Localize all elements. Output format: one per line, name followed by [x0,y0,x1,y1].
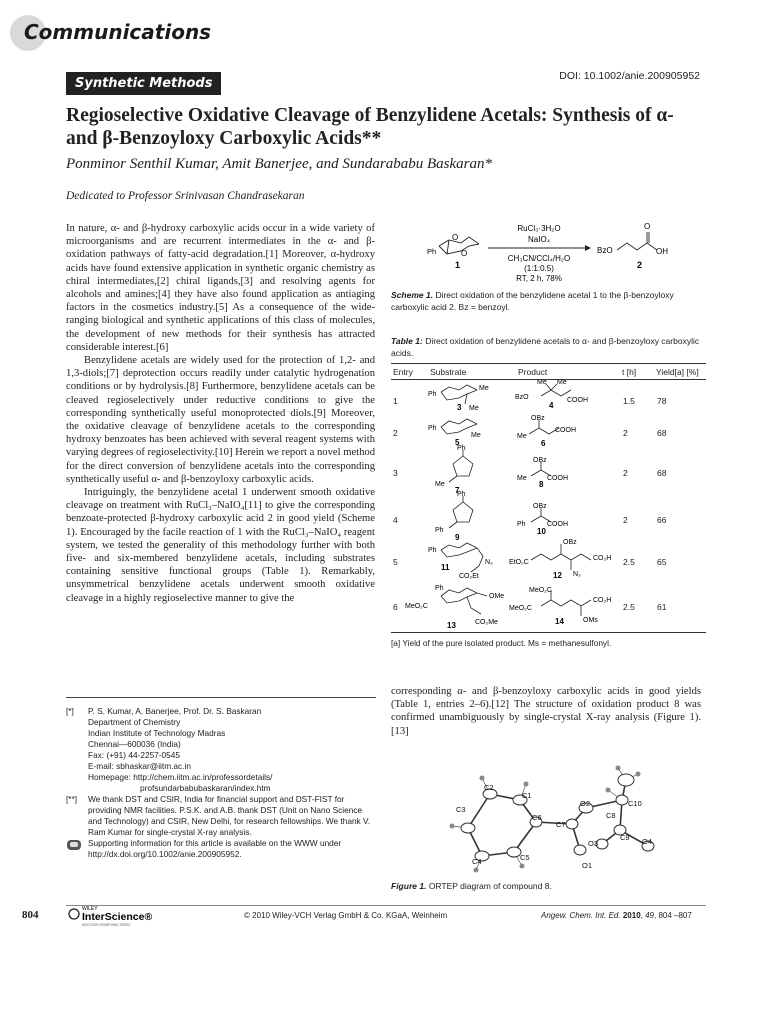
compound-label: 2 [637,260,643,270]
logo-tagline: DISCOVER SOMETHING GREAT [82,923,131,927]
table-header-product: Product [518,367,548,377]
ph-label: Ph [457,445,466,452]
atom-label: C8 [606,811,616,820]
copyright: © 2010 Wiley-VCH Verlag GmbH & Co. KGaA, Weinheim [244,911,448,920]
footnote-text: We thank DST and CSIR, India for financial support and DST-FIST for providing NMR facilities. P.S.K. and A.B. thank DST (Unit on Nano Science and Technology) and CSIR, New Delhi, for research fellowships. We thank V. Ram Kumar for single-crystal X-ray analysis. [88,794,371,837]
footnote-line: Department of Chemistry [88,717,181,727]
cooh-label: COOH [555,427,576,434]
compound-label: 3 [457,403,462,412]
footnote-rule [66,697,376,698]
compound-label: 13 [447,621,456,630]
body-paragraph: Benzylidene acetals are widely used for the protection of 1,2- and 1,3-diols;[7] deprotection occurs readily under catalytic hydrogenation conditions or by hydrolysis.[8] Furthermore, benzylidene acetals can be cleaved regioselectively under reductive conditions to give the corresponding synthetically useful monoprotected diols.[9] Moreover, the oxidative cleavage of benzylidene acetals to the corresponding hydroxy benzoates has been achieved with several reagent systems with varying degrees of regioselectivity.[10] Herein we report a novel method for the direct conversion of benzylidene acetals into the corresponding synthetically useful α- and β-benzoyloxy carboxylic acids. [66,355,375,485]
cell-time: 2 [623,428,628,438]
me-label: Me [557,380,567,386]
journal-pages: , 804 –807 [654,911,692,920]
journal-name: Angew. Chem. Int. Ed. [541,911,621,920]
n3-label: N₃ [573,571,581,578]
obz-label: OBz [533,457,547,464]
body-paragraph: Intriguingly, the benzylidene acetal 1 underwent smooth oxidative cleavage on treatment with RuCl₃–NaIO₄[11] to give the corresponding benzoate-protected β-hydroxy carboxylic acid 2 in good yield (Scheme 1). Encouraged by the facile reaction of 1 with the RuCl₃–NaIO₄ reagent system, we tested the generality of this methodology further with both five- and six-membered benzylidene acetals, including substrates containing sensitive functional groups (Table 1). Remarkably, unsymmetrical benzylidene acetals underwent smooth oxidative cleavage in a highly regioselective manner to give the [66,487,375,604]
compound-label: 9 [455,533,460,542]
atom-label: C7 [556,820,566,829]
atom-label: C6 [532,813,542,822]
eto2c-label: EtO₂C [509,559,529,566]
meo2c-label: MeO₂C [529,587,552,594]
table-header-time: t [h] [622,367,637,377]
page-number: 804 [22,909,39,921]
compound-label: 8 [539,480,544,489]
ortep-figure [430,760,670,878]
reagent-line: NaIO₄ [528,235,550,244]
meo2c-label: MeO₂C [509,605,532,612]
ph-label: Ph [435,585,444,592]
table-footnote: [a] Yield of the pure isolated product. Ms = methanesulfonyl. [391,638,612,648]
table-top-rule [391,363,706,364]
caption-label: Scheme 1. [391,290,434,300]
atom-label: C4 [472,857,482,866]
cell-time: 2 [623,515,628,525]
cooh-label: COOH [567,397,588,404]
atom-label: C5 [520,853,530,862]
cell-entry: 6 [393,602,398,612]
footnote-homepage[interactable]: Homepage: http://chem.iitm.ac.in/professordetails/ [88,772,273,782]
cell-entry: 5 [393,557,398,567]
footnote-acknowledgement [66,794,376,838]
footnote-mark: [**] [66,794,78,804]
journal-year: 2010 [622,911,641,920]
atom-label: O2 [580,799,591,808]
section-label: Communications [24,20,212,44]
figure-caption [391,881,552,891]
cell-entry: 2 [393,428,398,438]
footnote-line: P. S. Kumar, A. Banerjee, Prof. Dr. S. Baskaran [88,706,262,716]
meo2c-label: MeO₂C [405,603,428,610]
me-label: Me [471,432,481,439]
cell-time: 2.5 [623,602,635,612]
cell-time: 2.5 [623,557,635,567]
me-label: Me [517,475,527,482]
supporting-info-icon [66,838,82,855]
atom-label: O3 [588,839,599,848]
footnote-homepage-cont[interactable]: profsundarbabubaskaran/index.htm [140,783,271,793]
body-paragraph: In nature, α- and β-hydroxy carboxylic acids occur in a wide variety of microorganisms and are recurrent intermediates in the α- and β-oxidation pathways of fatty-acid degradation.[1] Moreover, α-hydroxy acids have found extensive application in synthetic organic chemistry as chiral intermediates,[2] chiral ligands,[3] and resolving agents for alcohols and amines;[4] they have also found application as antiaging factors in the cosmetics industry.[5] As a consequence of the wide-ranging biological and synthetic applications of this class of molecules, the development of new methods for their synthesis has attracted considerable interest.[6] [66,223,375,353]
atom-label: C2 [484,783,494,792]
ph-label: Ph [435,527,444,534]
caption-text: ORTEP diagram of compound 8. [428,881,552,891]
footnote-email[interactable]: E-mail: sbhaskar@iitm.ac.in [88,761,191,771]
compound-label: 4 [549,401,554,410]
me-label: Me [469,405,479,412]
cell-yield: 66 [657,515,667,525]
footnote-line: Chennai—600036 (India) [88,739,181,749]
footnote-text: Supporting information for this article is available on the WWW under http://dx.doi.org/10.1002/anie.200905952. [88,838,342,859]
cell-entry: 1 [393,396,398,406]
table-header-yield: Yield[a] [%] [656,367,699,377]
cell-entry: 4 [393,515,398,525]
journal-citation: Angew. Chem. Int. Ed. 2010, 49, 804 –807 [541,911,692,920]
caption-label: Figure 1. [391,881,427,891]
atom-label: C9 [620,833,630,842]
n3-label: N₃ [485,559,493,566]
cell-yield: 65 [657,557,667,567]
me-label: Me [537,380,547,386]
footnotes [66,706,376,860]
ratio-line: (1:1:0.5) [524,264,554,273]
footnote-affiliation [66,706,376,794]
table-caption [391,336,706,359]
o-label: O [452,233,459,242]
logo-text: InterScience® [82,911,153,923]
obz-label: OBz [563,539,577,546]
atom-label: C10 [628,799,642,808]
acetal-1-structure [439,237,479,254]
oms-label: OMs [583,617,598,624]
ph-label: Ph [428,425,437,432]
journal-volume: 49 [645,911,654,920]
compound-label: 5 [455,438,460,447]
ome-label: OMe [489,593,505,600]
ph-label: Ph [457,491,466,498]
conditions-line: RT, 2 h, 78% [516,274,562,283]
body-paragraph: corresponding α- and β-benzoyloxy carboxylic acids in good yields (Table 1, entries 2–6).[12] The structure of oxidation product 8 was confirmed unambiguously by single-crystal X-ray analysis (Figure 1).[13] [391,686,701,737]
product-2-chain [617,243,647,250]
cell-entry: 3 [393,468,398,478]
article-title: Regioselective Oxidative Cleavage of Benzylidene Acetals: Synthesis of α- and β-Benzoyloxy Carboxylic Acids** [66,105,674,149]
footnote-line: Fax: (+91) 44-2257-0545 [88,750,181,760]
cell-time: 1.5 [623,396,635,406]
caption-label: Table 1: [391,336,423,346]
me-label: Me [435,481,445,488]
atom-label: C3 [456,805,466,814]
body-left-column [66,222,375,605]
me-label: Me [479,385,489,392]
cooh-label: COOH [547,521,568,528]
ph-label: Ph [428,547,437,554]
bzo-label: BzO [515,394,529,401]
table-structures [391,380,621,632]
cell-yield: 78 [657,396,667,406]
o-label: O [644,222,651,231]
footnote-line: Indian Institute of Technology Madras [88,728,226,738]
compound-label: 14 [555,617,564,626]
authors: Ponminor Senthil Kumar, Amit Banerjee, and Sundarababu Baskaran* [66,156,492,172]
cell-yield: 68 [657,428,667,438]
logo-wiley-text: WILEY [82,906,98,912]
footnote-supporting-info [66,838,376,860]
doi[interactable]: DOI: 10.1002/anie.200905952 [559,70,700,82]
footnote-mark: [*] [66,706,74,716]
section-header [0,14,212,52]
o-label: O [461,249,468,258]
atom-label: O1 [582,861,593,870]
reagent-line: RuCl₃·3H₂O [517,224,561,233]
me-label: Me [517,433,527,440]
compound-label: 12 [553,571,562,580]
cell-yield: 61 [657,602,667,612]
caption-text: Direct oxidation of benzylidene acetals to α- and β-benzoyloxy carboxylic acids. [391,336,700,358]
cell-time: 2 [623,468,628,478]
co2et-label: CO₂Et [459,573,479,580]
obz-label: OBz [531,415,545,422]
obz-label: OBz [533,503,547,510]
cooh-label: COOH [547,475,568,482]
table-header-entry: Entry [393,367,413,377]
bzo-label: BzO [597,246,613,255]
category-badge: Synthetic Methods [66,72,221,95]
co2h-label: CO₂H [593,555,612,562]
atom-label: C1 [522,791,532,800]
dedication: Dedicated to Professor Srinivasan Chandrasekaran [66,190,305,202]
co2me-label: CO₂Me [475,619,498,626]
oh-label: OH [656,247,668,256]
compound-label: 1 [455,260,461,270]
interscience-logo [66,904,186,928]
reaction-arrowhead [585,245,591,251]
ph-label: Ph [517,521,526,528]
compound-label: 7 [455,486,460,495]
compound-label: 6 [541,439,546,448]
ph-label: Ph [427,247,437,256]
compound-label: 11 [441,563,450,572]
cell-yield: 68 [657,468,667,478]
scheme-1-diagram [391,218,706,286]
caption-text: Direct oxidation of the benzylidene acetal 1 to the β-benzoyloxy carboxylic acid 2. Bz = benzoyl. [391,290,674,312]
table-bottom-rule [391,632,706,633]
solvent-line: CH₃CN/CCl₄/H₂O [507,254,571,263]
ph-label: Ph [428,391,437,398]
table-header-substrate: Substrate [430,367,467,377]
compound-label: 10 [537,527,546,536]
scheme-caption [391,290,706,313]
body-right-column [391,685,701,738]
co2h-label: CO₂H [593,597,612,604]
atom-label: O4 [642,837,653,846]
